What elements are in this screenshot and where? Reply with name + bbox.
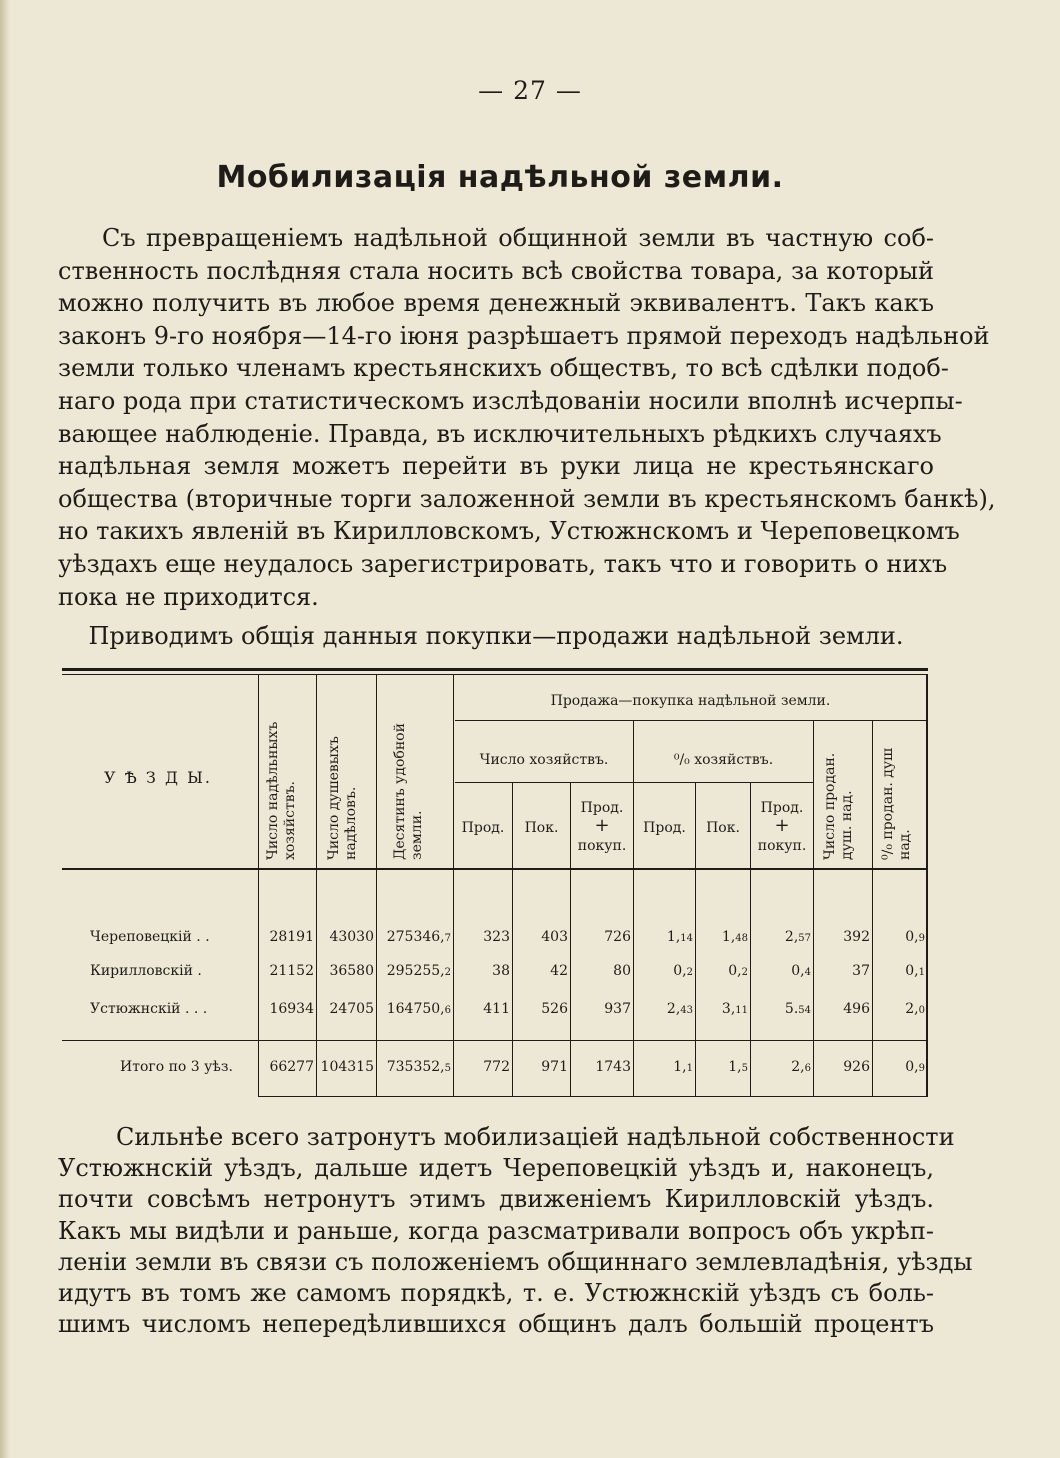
cell-desyatins-frac: 2 — [444, 967, 451, 978]
cell-pct-int: 0, — [791, 963, 805, 979]
total-pct-frac: 5 — [741, 1063, 748, 1074]
header-num-households: Число хозяйствъ. — [479, 752, 609, 768]
header-sale-plus-line2: + — [594, 815, 610, 836]
cell-desyatins — [377, 963, 451, 981]
total-pct-total — [751, 1059, 811, 1077]
chapter-title: Мобилизація надѣльной земли. — [216, 160, 784, 195]
total-pct-int: 1, — [673, 1059, 687, 1075]
paragraph-1-line: наго рода при статистическомъ изслѣдованіи носили вполнѣ исчерпы- — [58, 386, 963, 415]
cell-pct-int: 2, — [666, 1001, 681, 1017]
paragraph-2 — [58, 620, 934, 653]
cell-pct-int: 1, — [721, 929, 736, 945]
header-sale: Прод. — [461, 820, 505, 836]
cell-sold: 496 — [843, 1001, 870, 1017]
cell-pct-sale — [634, 929, 693, 947]
table-rule-bottom — [258, 1096, 928, 1097]
header-pct-purchase: Пок. — [706, 820, 740, 836]
table-rule-v — [872, 720, 873, 1096]
cell-pct-sold — [873, 1001, 925, 1019]
paragraph-1 — [58, 222, 996, 613]
header-group: Продажа—покупка надѣльной земли. — [550, 693, 831, 709]
cell-pct-int: 0, — [673, 963, 687, 979]
header-pct-sale-plus-line3: покуп. — [757, 838, 807, 854]
cell-pct-frac: 4 — [804, 967, 811, 978]
cell-allotments: 43030 — [329, 929, 374, 945]
paragraph-3-line: шимъ числомъ непередѣлившихся общинъ далъ большій процентъ — [58, 1310, 934, 1339]
cell-allotments: 24705 — [329, 1001, 374, 1017]
cell-pct-int: 5. — [784, 1001, 799, 1017]
cell-purchase: 403 — [541, 929, 568, 945]
total-total: 1743 — [595, 1059, 631, 1075]
cell-pct-sale — [634, 963, 693, 981]
cell-pct-purchase — [696, 1001, 748, 1019]
header-desyatins — [392, 698, 430, 860]
row-name: Кирилловскій . — [90, 963, 202, 979]
page-number: — 27 — — [478, 76, 582, 105]
cell-sale: 323 — [483, 929, 510, 945]
header-pct-sold-allot — [880, 724, 918, 860]
paragraph-3-line: Устюжнскій уѣздъ, дальше идетъ Череповецкій уѣздъ и, наконецъ, — [58, 1154, 934, 1183]
total-households: 66277 — [269, 1059, 314, 1075]
total-pct-int: 2, — [791, 1059, 805, 1075]
header-households — [265, 700, 303, 860]
cell-sale: 38 — [492, 963, 510, 979]
cell-pct-int: 3, — [721, 1001, 736, 1017]
cell-pct-sold — [873, 963, 925, 981]
cell-pct-frac: 43 — [680, 1005, 693, 1016]
cell-pct-total — [751, 963, 811, 981]
paragraph-3-line: почти совсѣмъ нетронутъ этимъ движеніемъ Кирилловскій уѣздъ. — [58, 1185, 934, 1214]
table-rule-v — [376, 675, 377, 1096]
cell-households: 21152 — [269, 963, 314, 979]
total-pct-frac: 6 — [804, 1063, 811, 1074]
header-sold-allot — [822, 732, 860, 860]
cell-sold: 392 — [843, 929, 870, 945]
total-pct-int: 1, — [728, 1059, 742, 1075]
header-pct-sale: Прод. — [643, 820, 686, 836]
cell-sold: 37 — [852, 963, 870, 979]
cell-pct-purchase — [696, 963, 748, 981]
total-pct-purchase — [696, 1059, 748, 1077]
total-pct-sold — [873, 1059, 925, 1077]
cell-pct-sale — [634, 1001, 693, 1019]
paragraph-3-line: идутъ въ томъ же самомъ порядкѣ, т. е. Устюжнскій уѣздъ съ боль- — [58, 1279, 934, 1308]
paragraph-2-line: Приводимъ общія данныя покупки—продажи надѣльной земли. — [88, 622, 904, 650]
total-sale: 772 — [483, 1059, 510, 1075]
cell-total: 726 — [604, 929, 631, 945]
table-rule-v — [633, 720, 634, 1096]
total-pct-int: 0, — [905, 1059, 919, 1075]
table-rule-top2 — [62, 674, 928, 675]
cell-pct-int: 0, — [728, 963, 742, 979]
table-rule-v — [258, 675, 259, 1096]
header-desyatins-text: Десятинъ удобной земли. — [392, 723, 425, 860]
cell-pct-total — [751, 929, 811, 947]
cell-pct-frac: 48 — [735, 933, 748, 944]
cell-pct-frac: 0 — [918, 1005, 925, 1016]
cell-pct-frac: 2 — [686, 967, 693, 978]
cell-pct-frac: 9 — [918, 933, 925, 944]
cell-pct-int: 2, — [784, 929, 799, 945]
paragraph-1-line: но такихъ явленій въ Кирилловскомъ, Устюжнскомъ и Череповецкомъ — [58, 517, 960, 546]
cell-purchase: 42 — [550, 963, 568, 979]
paragraph-3-line: леніи земли въ связи съ положеніемъ общиннаго землевладѣнія, уѣзды — [58, 1247, 973, 1276]
header-pct-sale-plus-line2: + — [774, 815, 790, 836]
cell-sale: 411 — [483, 1001, 510, 1017]
cell-pct-int: 0, — [905, 929, 919, 945]
table-rule-v — [453, 675, 454, 1096]
header-pct-sale-plus-line1: Прод. — [760, 800, 804, 816]
total-purchase: 971 — [541, 1059, 568, 1075]
table-rule-top — [62, 668, 928, 671]
cell-pct-total — [751, 1001, 811, 1019]
paragraph-3-line: Какъ мы видѣли и раньше, когда разсматривали вопросъ объ укрѣп- — [58, 1216, 934, 1245]
cell-desyatins-int: 164750, — [386, 1001, 445, 1017]
total-desyatins-int: 735352, — [386, 1059, 445, 1075]
total-allotments: 104315 — [320, 1059, 374, 1075]
cell-pct-frac: 2 — [741, 967, 748, 978]
cell-allotments: 36580 — [329, 963, 374, 979]
row-name: Устюжнскій . . . — [90, 1001, 208, 1017]
cell-desyatins-int: 275346, — [386, 929, 445, 945]
paragraph-1-line: можно получить въ любое время денежный эквивалентъ. Такъ какъ — [58, 289, 934, 318]
cell-pct-frac: 1 — [918, 967, 925, 978]
paragraph-1-line: уѣздахъ еще неудалось зарегистрировать, такъ что и говорить о нихъ — [58, 549, 948, 578]
cell-pct-frac: 14 — [680, 933, 693, 944]
page-edge — [0, 0, 10, 1458]
paragraph-3-line: Сильнѣе всего затронутъ мобилизаціей надѣльной собственности — [116, 1123, 955, 1151]
header-sale-plus-line1: Прод. — [580, 800, 624, 816]
paragraph-1-line: вающее наблюденіе. Правда, въ исключительныхъ рѣдкихъ случаяхъ — [58, 419, 942, 448]
header-sold-allot-text: Число продан. душ. над. — [822, 752, 855, 860]
cell-pct-frac: 57 — [798, 933, 811, 944]
row-name: Череповецкій . . — [90, 929, 210, 945]
table-rule-total — [62, 1040, 928, 1041]
cell-total: 80 — [613, 963, 631, 979]
header-district: У Ѣ З Д Ы. — [104, 768, 212, 787]
paragraph-1-line: Съ превращеніемъ надѣльной общинной земли въ частную соб- — [102, 224, 934, 252]
cell-households: 28191 — [269, 929, 314, 945]
cell-desyatins — [377, 929, 451, 947]
paragraph-1-line: законъ 9-го ноября—14-го іюня разрѣшаетъ прямой переходъ надѣльной — [58, 321, 990, 350]
data-table — [62, 668, 928, 1100]
cell-pct-int: 2, — [905, 1001, 919, 1017]
table-rule-header-bottom — [62, 868, 928, 870]
header-sale-plus-line3: покуп. — [577, 838, 627, 854]
cell-desyatins-int: 295255, — [386, 963, 445, 979]
header-households-text: Число надѣльныхъ хозяйствъ. — [265, 721, 298, 860]
total-desyatins-frac: 5 — [444, 1063, 451, 1074]
cell-pct-purchase — [696, 929, 748, 947]
total-sold: 926 — [843, 1059, 870, 1075]
total-pct-frac: 9 — [918, 1063, 925, 1074]
cell-desyatins-frac: 6 — [444, 1005, 451, 1016]
table-rule — [455, 782, 813, 783]
cell-pct-sold — [873, 929, 925, 947]
cell-households: 16934 — [269, 1001, 314, 1017]
header-pct-sold-allot-text: ⁰/₀ продан. душ над. — [880, 747, 913, 860]
paragraph-3 — [58, 1122, 973, 1340]
paragraph-1-line: надѣльная земля можетъ перейти въ руки лица не крестьянскаго — [58, 452, 934, 481]
cell-desyatins-frac: 7 — [444, 933, 451, 944]
paragraph-1-line: ственность послѣдняя стала носить всѣ свойства товара, за который — [58, 256, 934, 285]
table-rule-v — [813, 720, 814, 1096]
header-allotments — [326, 718, 364, 860]
header-pct-households: ⁰/₀ хозяйствъ. — [673, 752, 774, 768]
cell-pct-frac: 11 — [735, 1005, 748, 1016]
cell-purchase: 526 — [541, 1001, 568, 1017]
table-rule-v — [926, 675, 928, 1096]
cell-desyatins — [377, 1001, 451, 1019]
table-rule-v — [316, 675, 317, 1096]
table-rule — [455, 720, 928, 721]
cell-total: 937 — [604, 1001, 631, 1017]
total-pct-frac: 1 — [686, 1063, 693, 1074]
total-desyatins — [377, 1059, 451, 1077]
header-allotments-text: Число душевыхъ надѣловъ. — [326, 736, 359, 860]
header-purchase: Пок. — [524, 820, 559, 836]
total-pct-sale — [634, 1059, 693, 1077]
paragraph-1-line: пока не приходится. — [58, 582, 319, 611]
cell-pct-frac: 54 — [798, 1005, 811, 1016]
paragraph-1-line: земли только членамъ крестьянскихъ обществъ, то всѣ сдѣлки подоб- — [58, 354, 949, 383]
cell-pct-int: 1, — [666, 929, 681, 945]
total-row-name: Итого по 3 уѣз. — [120, 1059, 233, 1075]
cell-pct-int: 0, — [905, 963, 919, 979]
paragraph-1-line: общества (вторичные торги заложенной земли въ крестьянскомъ банкѣ), — [58, 484, 996, 513]
